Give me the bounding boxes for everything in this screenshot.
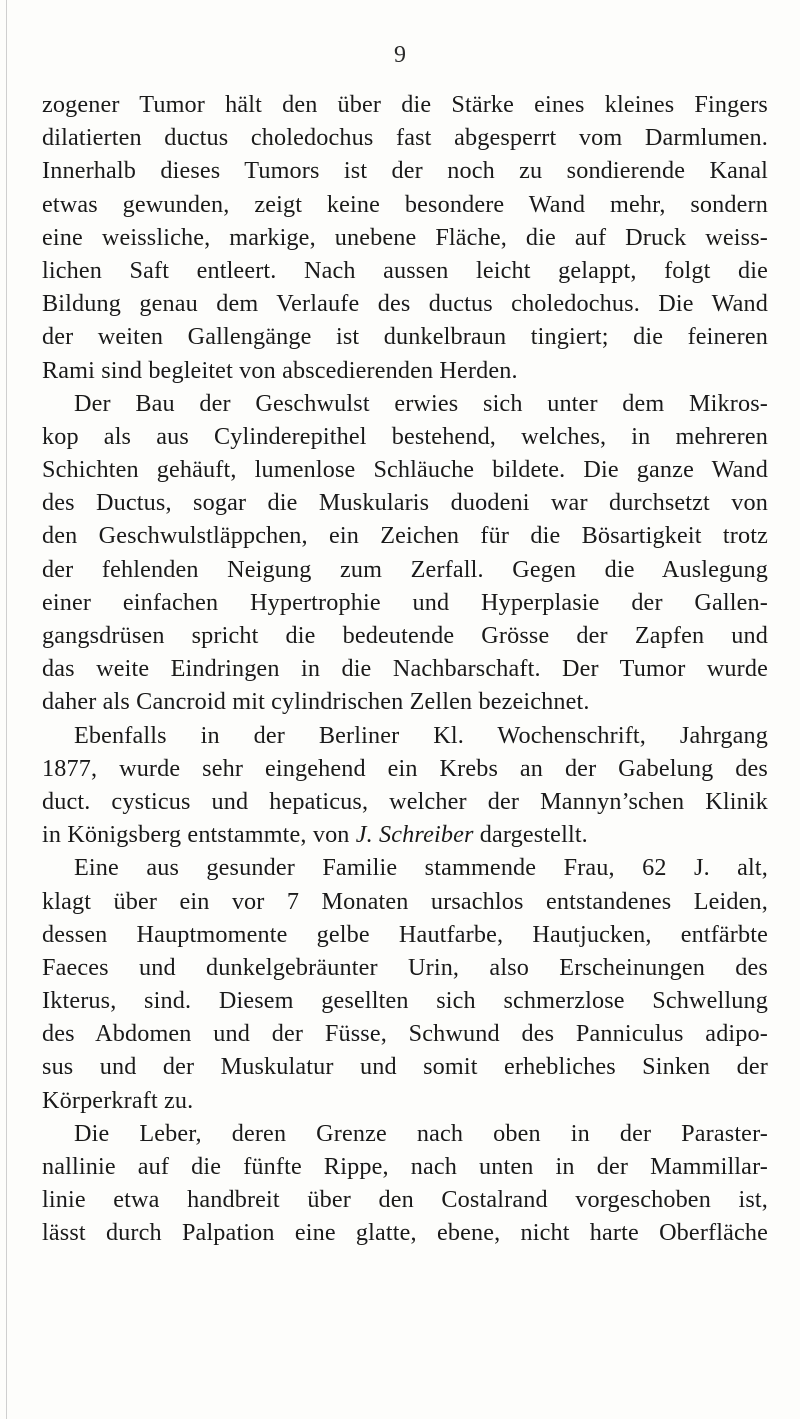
- text-line: Faeces und dunkelgebräunter Urin, also Erscheinungen des: [42, 953, 768, 981]
- text-line: zogener Tumor hält den über die Stärke eines kleines Fingers: [42, 91, 768, 118]
- text-line: kop als aus Cylinderepithel bestehend, welches, in mehreren: [42, 422, 768, 450]
- body-text: [42, 88, 768, 1250]
- text-line: gangsdrüsen spricht die bedeutende Grösse der Zapfen und: [42, 622, 768, 649]
- text-line: Rami sind begleitet von abscedierenden Herden.: [42, 356, 518, 384]
- text-line: lichen Saft entleert. Nach aussen leicht gelappt, folgt die: [42, 256, 768, 284]
- text-line: etwas gewunden, zeigt keine besondere Wand mehr, sondern: [42, 190, 768, 218]
- text-line: Bildung genau dem Verlaufe des ductus choledochus. Die Wand: [42, 290, 768, 318]
- text-line: Körperkraft zu.: [42, 1086, 194, 1114]
- text-line: das weite Eindringen in die Nachbarschaft. Der Tumor wurde: [42, 655, 768, 683]
- text-line: nallinie auf die fünfte Rippe, nach unten in der Mammillar-: [42, 1153, 768, 1180]
- text-line: klagt über ein vor 7 Monaten ursachlos entstandenes Leiden,: [42, 887, 768, 915]
- text-line: Die Leber, deren Grenze nach oben in der Paraster-: [74, 1119, 768, 1147]
- text-line: der weiten Gallengänge ist dunkelbraun tingiert; die feineren: [42, 323, 768, 351]
- text-line: des Ductus, sogar die Muskularis duodeni war durchsetzt von: [42, 489, 768, 517]
- text-line: linie etwa handbreit über den Costalrand vorgeschoben ist,: [42, 1186, 768, 1214]
- text-line: einer einfachen Hypertrophie und Hyperplasie der Gallen-: [42, 588, 768, 616]
- page-number: 9: [394, 42, 406, 68]
- page-edge-line: [6, 0, 7, 1419]
- text-line: Innerhalb dieses Tumors ist der noch zu sondierende Kanal: [42, 157, 768, 185]
- text-line: Eine aus gesunder Familie stammende Frau, 62 J. alt,: [74, 854, 768, 882]
- text-line: des Abdomen und der Füsse, Schwund des Panniculus adipo-: [42, 1020, 768, 1048]
- text-line: Der Bau der Geschwulst erwies sich unter dem Mikros-: [74, 389, 768, 417]
- text-line: den Geschwulstläppchen, ein Zeichen für die Bösartigkeit trotz: [42, 522, 768, 550]
- text-line: der fehlenden Neigung zum Zerfall. Gegen die Auslegung: [42, 555, 768, 583]
- text-line: Ebenfalls in der Berliner Kl. Wochenschrift, Jahrgang: [74, 721, 768, 749]
- text-line: 1877, wurde sehr eingehend ein Krebs an der Gabelung des: [42, 754, 768, 782]
- text-line: in Königsberg entstammte, von J. Schreiber dargestellt.: [42, 821, 588, 849]
- text-line: Ikterus, sind. Diesem gesellten sich schmerzlose Schwellung: [42, 987, 768, 1015]
- text-line: dessen Hauptmomente gelbe Hautfarbe, Hautjucken, entfärbte: [42, 920, 768, 948]
- author-name: J. Schreiber: [355, 821, 474, 849]
- text-line: dilatierten ductus choledochus fast abgesperrt vom Darmlumen.: [42, 124, 768, 152]
- text-line: daher als Cancroid mit cylindrischen Zellen bezeichnet.: [42, 688, 590, 716]
- text-line: lässt durch Palpation eine glatte, ebene, nicht harte Oberfläche: [42, 1219, 768, 1247]
- text-line: Schichten gehäuft, lumenlose Schläuche bildete. Die ganze Wand: [42, 456, 768, 484]
- text-line: duct. cysticus und hepaticus, welcher der Mannyn’schen Klinik: [42, 787, 768, 815]
- text-line: sus und der Muskulatur und somit erhebliches Sinken der: [42, 1053, 768, 1081]
- text-line: eine weissliche, markige, unebene Fläche, die auf Druck weiss-: [42, 223, 768, 251]
